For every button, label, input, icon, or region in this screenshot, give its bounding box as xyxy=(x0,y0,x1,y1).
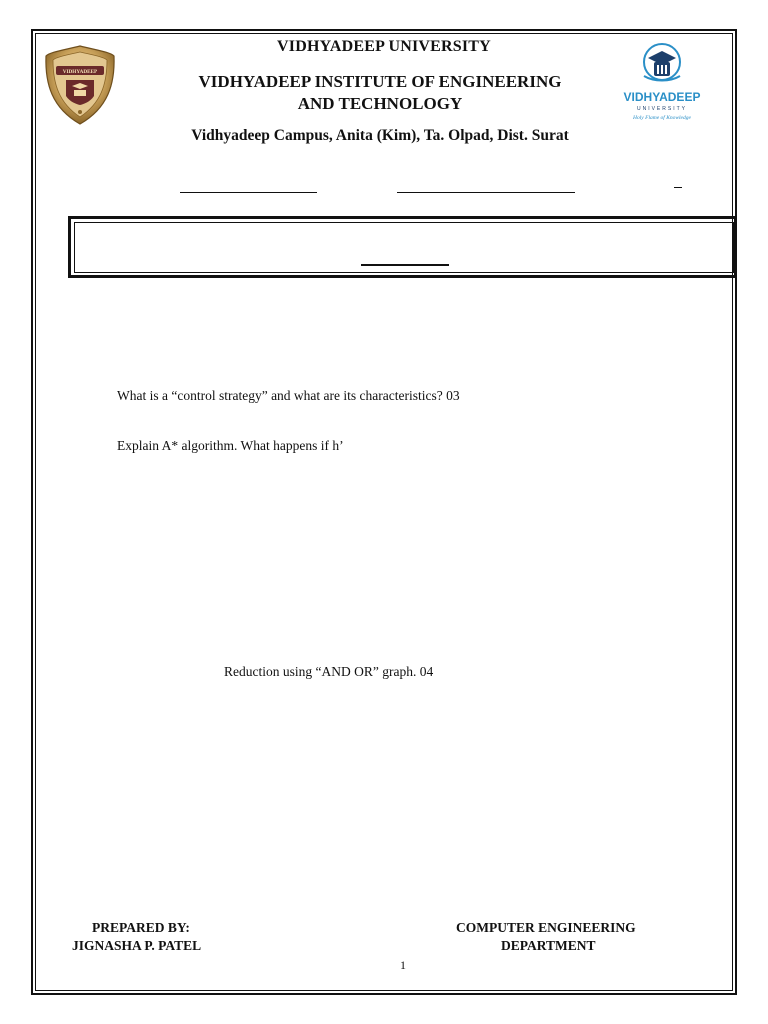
prepared-by-label: PREPARED BY: xyxy=(92,920,190,935)
title-underline xyxy=(361,264,449,266)
blank-field-dash xyxy=(674,187,682,188)
institute-name-line2: AND TECHNOLOGY xyxy=(297,94,463,113)
department-line1: COMPUTER ENGINEERING xyxy=(456,920,636,935)
left-logo-text: VIDHYADEEP xyxy=(62,69,98,75)
institute-name-line1: VIDHYADEEP INSTITUTE OF ENGINEERING xyxy=(198,72,562,91)
page-border-inner xyxy=(35,33,733,991)
campus-address: Vidhyadeep Campus, Anita (Kim), Ta. Olpad, Dist. Surat xyxy=(191,127,569,144)
right-logo-subtext: UNIVERSITY xyxy=(636,106,688,112)
blank-field-line-1 xyxy=(180,192,317,193)
question-control-strategy: What is a “control strategy” and what are its characteristics? 03 xyxy=(117,388,460,403)
right-logo-text: VIDHYADEEP xyxy=(623,90,701,104)
question-a-star: Explain A* algorithm. What happens if h’ xyxy=(117,438,344,453)
department-line2: DEPARTMENT xyxy=(501,938,596,953)
right-logo-tagline: Holy Flame of Knowledge xyxy=(633,115,691,121)
question-and-or-graph: Reduction using “AND OR” graph. 04 xyxy=(224,664,434,679)
university-name: VIDHYADEEP UNIVERSITY xyxy=(277,38,491,55)
page-number: 1 xyxy=(400,958,406,972)
prepared-by-name: JIGNASHA P. PATEL xyxy=(72,938,202,953)
blank-field-line-2 xyxy=(397,192,575,193)
